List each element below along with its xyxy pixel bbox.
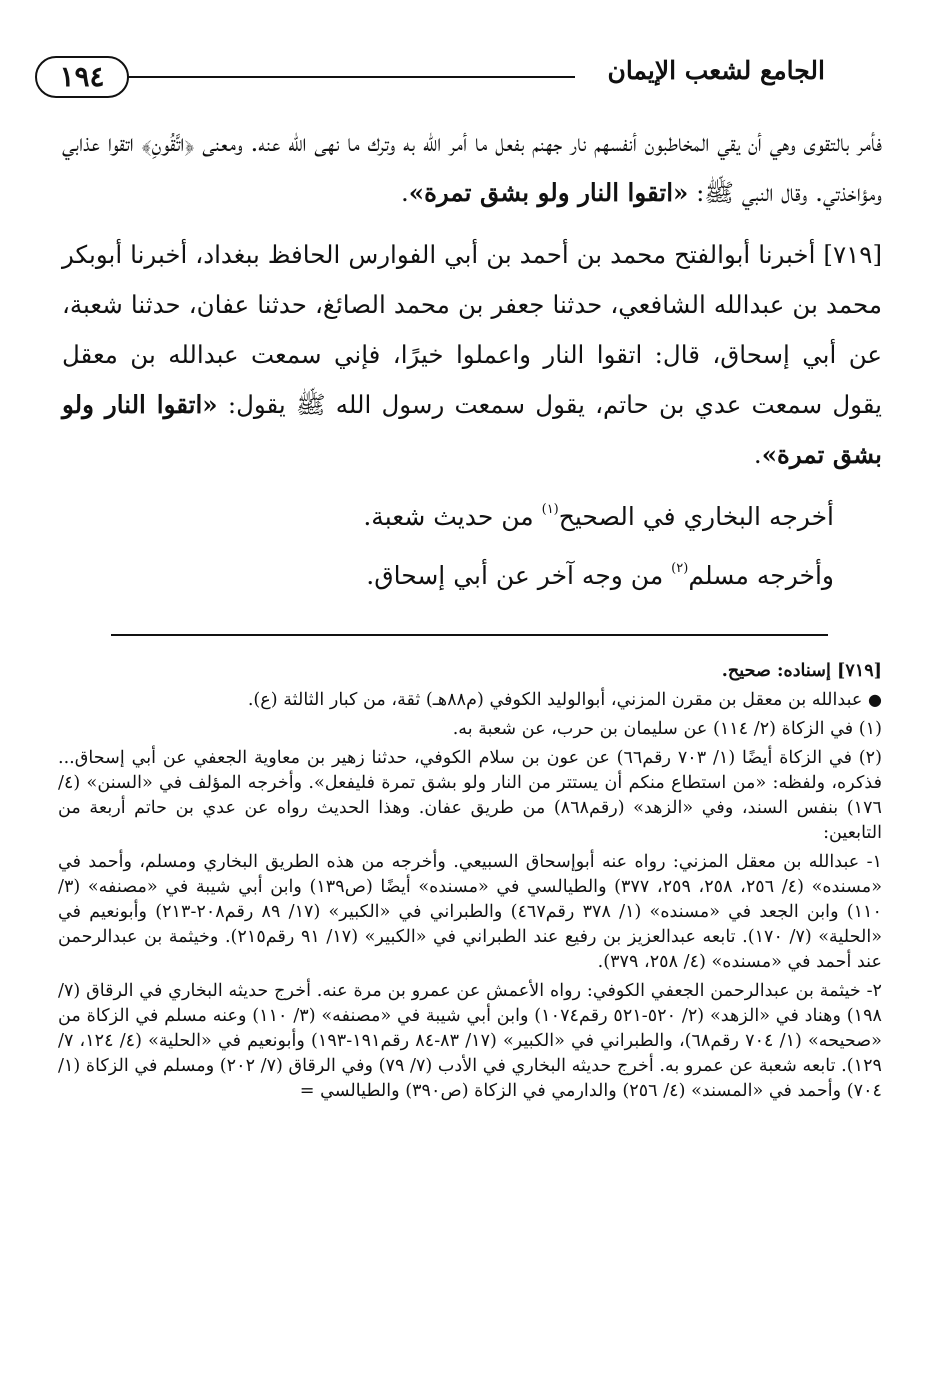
main-text — [62, 118, 882, 602]
page-header — [35, 52, 825, 100]
sources — [62, 484, 882, 602]
commentary-text: فأمر بالتقوى وهي أن يقي المخاطبون أنفسهم نار جهنم بفعل ما أمر الله به وترك ما نهى الله عنه. ومعنى ﴿اتَّقُونِ﴾ اتقوا عذابي ومؤاخذتي. وقال النبي ﷺ: — [62, 128, 882, 207]
source-bukhari: أخرجه البخاري في الصحيح$^{(١)}$ من حديث شعبة. — [363, 502, 834, 531]
running-title: الجامع لشعب الإيمان — [607, 56, 825, 85]
footnote-2-item-1: ١- عبدالله بن معقل المزني: رواه عنه أبوإسحاق السبيعي. وأخرجه من هذه الطريق البخاري ومسلم، وأحمد في «مسنده» (٤/ ٢٥٦، ٢٥٨، ٢٥٩، ٣٧٧) والطيالسي في «مسنده» أيضًا (ص١٣٩) وابن أبي شيبة في «مصنفه» (٣/ ١١٠) وابن الجعد في «مسنده» (١/ ٣٧٨ رقم٤٦٧) والطبراني في «الكبير» (١٧/ ٨٩ رقم٢٠٨-٢١٣) وأبونعيم في «الحلية» (٧/ ١٧٠). تابعه عبدالعزيز بن رفيع عند الطبراني في «الكبير» (١٧/ ٩١ رقم٢١٥). وخيثمة بن عبدالرحمن عند أحمد في «مسنده» (٤/ ٢٥٨، ٣٧٩). — [58, 852, 882, 972]
source-muslim: وأخرجه مسلم$^{(٢)}$ من وجه آخر عن أبي إسحاق. — [366, 561, 834, 590]
narrator-note: ● عبدالله بن معقل بن مقرن المزني، أبوالوليد الكوفي (م٨٨هـ) ثقة، من كبار الثالثة (ع). — [247, 690, 882, 710]
footnotes — [58, 658, 882, 1108]
footnote-ref-1[interactable]: (١) — [541, 502, 559, 517]
hadith-quote: «اتقوا النار ولو بشق تمرة» — [62, 390, 882, 469]
paragraph-commentary: فأمر بالتقوى وهي أن يقي المخاطبون أنفسهم نار جهنم بفعل ما أمر الله به وترك ما نهى الله عنه. ومعنى ﴿اتَّقُونِ﴾ اتقوا عذابي ومؤاخذتي. وقال النبي ﷺ: «اتقوا النار ولو بشق تمرة». — [62, 128, 882, 207]
footnote-2-item-2: ٢- خيثمة بن عبدالرحمن الجعفي الكوفي: رواه الأعمش عن عمرو بن مرة عنه. أخرج حديثه البخاري في الرقاق (٧/ ١٩٨) وهناد في «الزهد» (٢/ ٥٢٠-٥٢١ رقم١٠٧٤) وابن أبي شيبة في «مصنفه» (٣/ ١١٠) وعنه مسلم في الزكاة من «صحيحه» (١/ ٧٠٤ رقم٦٨)، والطبراني في «الكبير» (١٧/ ٨٣-٨٤ رقم١٩١-١٩٣) وأبونعيم في «الحلية» (٤/ ١٢٤، ٧/ ١٢٩). تابعه شعبة عن عمرو به. أخرج حديثه البخاري في الأدب (٧/ ٧٩) وفي الرقاق (٧/ ٢٠٢) ومسلم في الزكاة (١/ ٧٠٤) وأحمد في «المسند» (٤/ ٢٥٦) والدارمي في الزكاة (ص٣٩٠) والطيالسي = — [58, 981, 882, 1101]
hadith-number: [٧١٩] — [823, 240, 882, 269]
footnote-separator — [111, 634, 828, 636]
page-number: ١٩٤ — [35, 56, 129, 98]
footnote-1: (١) في الزكاة (٢/ ١١٤) عن سليمان بن حرب، عن شعبة به. — [452, 719, 882, 739]
paragraph-hadith: [٧١٩] أخبرنا أبوالفتح محمد بن أحمد بن أبي الفوارس الحافظ ببغداد، أخبرنا أبوبكر محمد بن عبدالله الشافعي، حدثنا جعفر بن محمد الصائغ، حدثنا عفان، حدثنا شعبة، عن أبي إسحاق، قال: اتقوا النار واعملوا خيرًا، فإني سمعت عبدالله بن معقل يقول سمعت عدي بن حاتم، يقول سمعت رسول الله ﷺ يقول: «اتقوا النار ولو بشق تمرة». — [62, 240, 882, 469]
isnad-grade: [٧١٩] إسناده: صحيح. — [721, 660, 882, 681]
header-rule — [127, 76, 575, 78]
footnote-2: (٢) في الزكاة أيضًا (١/ ٧٠٣ رقم٦٦) عن عون بن سلام الكوفي، حدثنا زهير بن معاوية الجعفي عن أبي إسحاق... فذكره، ولفظه: «من استطاع منكم أن يستتر من النار ولو بشق تمرة فليفعل». وأخرجه المؤلف في «السنن» (٤/ ١٧٦) بنفس السند، وفي «الزهد» (رقم٨٦٨) من طريق عفان. وهذا الحديث رواه عن عدي بن حاتم أربعة من التابعين: — [58, 748, 883, 843]
footnote-ref-2[interactable]: (٢) — [671, 561, 689, 576]
hadith-quote: «اتقوا النار ولو بشق تمرة» — [408, 178, 689, 207]
hadith-chain: أخبرنا أبوالفتح محمد بن أحمد بن أبي الفوارس الحافظ ببغداد، أخبرنا أبوبكر محمد بن عبدالله الشافعي، حدثنا جعفر بن محمد الصائغ، حدثنا عفان، حدثنا شعبة، عن أبي إسحاق، قال: اتقوا النار واعملوا خيرًا، فإني سمعت عبدالله بن معقل يقول سمعت عدي بن حاتم، يقول سمعت رسول الله ﷺ يقول: — [62, 240, 882, 419]
bullet-icon: ● — [868, 690, 882, 709]
